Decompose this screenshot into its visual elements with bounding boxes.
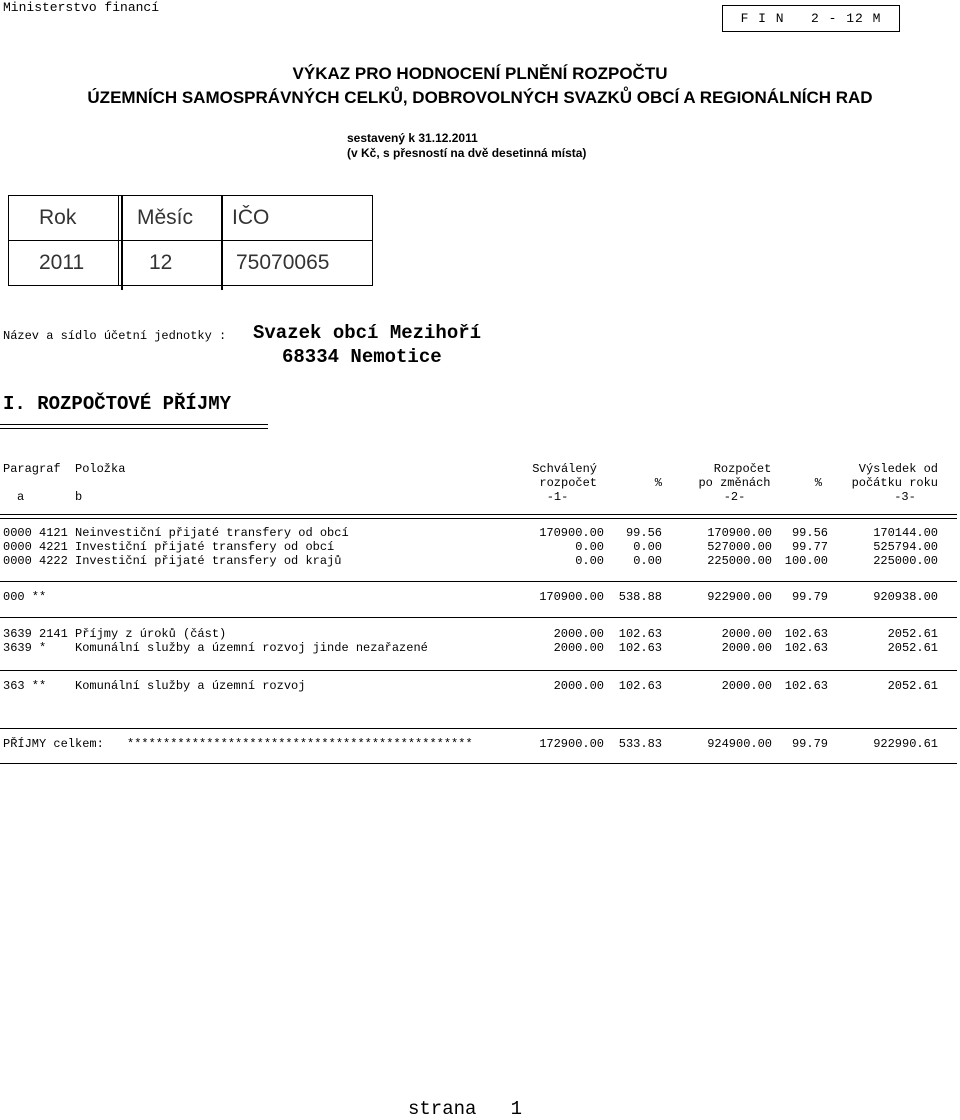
- row-p1: 0.00: [633, 554, 662, 568]
- month-label: Měsíc: [137, 206, 194, 229]
- month-ico-labels: [119, 196, 373, 241]
- row-p2: 102.63: [784, 641, 828, 655]
- col-pct1: %: [654, 476, 662, 490]
- col-zmena-2: po změnách: [698, 476, 771, 490]
- total-p2: 99.79: [791, 737, 828, 751]
- row-p1: 102.63: [618, 679, 662, 693]
- row-v1: 170900.00: [539, 590, 604, 604]
- year-value: 2011: [9, 241, 119, 286]
- total-label: PŘÍJMY celkem:: [3, 737, 104, 751]
- section-underline-1: [0, 424, 268, 425]
- form-code-box: F I N 2 - 12 M: [722, 5, 900, 32]
- row-p2: 99.79: [791, 590, 828, 604]
- report-title-line1: VÝKAZ PRO HODNOCENÍ PLNĚNÍ ROZPOČTU: [292, 64, 668, 83]
- col-schvaleny-2: rozpočet: [539, 476, 597, 490]
- row-code: 0000 4221: [3, 540, 68, 554]
- ico-value: 75070065: [236, 251, 330, 274]
- col-schvaleny-1: Schválený: [532, 462, 597, 476]
- row-text: Neinvestiční přijaté transfery od obcí: [75, 526, 349, 540]
- month-value: 12: [149, 251, 173, 274]
- row-v2: 2000.00: [721, 627, 772, 641]
- row-v2: 2000.00: [721, 641, 772, 655]
- row-p2: 100.00: [784, 554, 828, 568]
- col-pct2: %: [814, 476, 822, 490]
- row-v1: 2000.00: [553, 641, 604, 655]
- row-code: 000 **: [3, 590, 47, 604]
- row-p1: 538.88: [618, 590, 662, 604]
- col-zmena-1: Rozpočet: [713, 462, 772, 476]
- row-v1: 0.00: [575, 540, 604, 554]
- row-text: Komunální služby a územní rozvoj jinde nezařazené: [75, 641, 428, 655]
- row-p1: 0.00: [633, 540, 662, 554]
- row-text: Komunální služby a územní rozvoj: [75, 679, 306, 693]
- row-code: 0000 4222: [3, 554, 68, 568]
- row-v3: 2052.61: [887, 679, 938, 693]
- row-v3: 170144.00: [873, 526, 938, 540]
- section-underline-2: [0, 428, 268, 429]
- row-v2: 922900.00: [707, 590, 772, 604]
- section-title: I. ROZPOČTOVÉ PŘÍJMY: [3, 393, 232, 415]
- row-code: 0000 4121: [3, 526, 68, 540]
- total-p1: 533.83: [618, 737, 662, 751]
- ministry-name: Ministerstvo financí: [3, 0, 160, 15]
- col-polozka: Položka: [75, 462, 126, 476]
- row-code: 3639 2141: [3, 627, 68, 641]
- row-text: Investiční přijaté transfery od krajů: [75, 554, 342, 568]
- row-text: Investiční přijaté transfery od obcí: [75, 540, 335, 554]
- col-schvaleny-3: -1-: [546, 490, 569, 504]
- units-note: (v Kč, s přesností na dvě desetinná místa): [347, 146, 587, 160]
- col-b: b: [75, 490, 83, 504]
- col-zmena-3: -2-: [723, 490, 746, 504]
- subtotal-rule-1: [0, 581, 957, 582]
- col-vysledek-2: počátku roku: [851, 476, 938, 490]
- row-v3: 225000.00: [873, 554, 938, 568]
- unit-name: Svazek obcí Mezihoří: [253, 322, 482, 344]
- ico-label: IČO: [232, 206, 270, 229]
- total-stars: ************************************************: [127, 737, 473, 751]
- month-ico-values: [119, 241, 373, 286]
- row-v1: 0.00: [575, 554, 604, 568]
- row-p2: 99.56: [791, 526, 828, 540]
- unit-address: 68334 Nemotice: [282, 346, 442, 368]
- row-code: 363 **: [3, 679, 47, 693]
- row-p2: 102.63: [784, 627, 828, 641]
- unit-label: Název a sídlo účetní jednotky :: [3, 329, 227, 343]
- row-v3: 2052.61: [887, 641, 938, 655]
- total-v3: 922990.61: [873, 737, 938, 751]
- row-text: Příjmy z úroků (část): [75, 627, 227, 641]
- col-vysledek-1: Výsledek od: [858, 462, 938, 476]
- total-rule-1: [0, 728, 957, 729]
- row-v1: 170900.00: [539, 526, 604, 540]
- row-v3: 920938.00: [873, 590, 938, 604]
- row-v1: 2000.00: [553, 679, 604, 693]
- row-v2: 527000.00: [707, 540, 772, 554]
- col-paragraf: Paragraf: [3, 462, 61, 476]
- ident-divider-2: [221, 195, 223, 290]
- row-v1: 2000.00: [553, 627, 604, 641]
- total-v2: 924900.00: [707, 737, 772, 751]
- header-rule-2: [0, 518, 957, 519]
- row-v3: 2052.61: [887, 627, 938, 641]
- row-v2: 225000.00: [707, 554, 772, 568]
- row-p2: 102.63: [784, 679, 828, 693]
- col-vysledek-3: -3-: [894, 490, 916, 504]
- compiled-date: sestavený k 31.12.2011: [347, 131, 478, 145]
- subtotal-rule-3: [0, 670, 957, 671]
- row-p1: 102.63: [618, 627, 662, 641]
- row-p2: 99.77: [791, 540, 828, 554]
- row-v2: 2000.00: [721, 679, 772, 693]
- year-label: Rok: [9, 196, 119, 241]
- total-rule-2: [0, 763, 957, 764]
- row-p1: 99.56: [625, 526, 662, 540]
- header-rule-1: [0, 514, 957, 515]
- row-p1: 102.63: [618, 641, 662, 655]
- row-v3: 525794.00: [873, 540, 938, 554]
- total-v1: 172900.00: [539, 737, 604, 751]
- row-v2: 170900.00: [707, 526, 772, 540]
- ident-divider-1: [121, 195, 123, 290]
- report-title-line2: ÚZEMNÍCH SAMOSPRÁVNÝCH CELKŮ, DOBROVOLNÝCH SVAZKŮ OBCÍ A REGIONÁLNÍCH RAD: [87, 88, 873, 107]
- col-a: a: [17, 490, 25, 504]
- page-number: strana 1: [408, 1098, 523, 1120]
- row-code: 3639 *: [3, 641, 47, 655]
- subtotal-rule-2: [0, 617, 957, 618]
- identification-table: [8, 195, 373, 286]
